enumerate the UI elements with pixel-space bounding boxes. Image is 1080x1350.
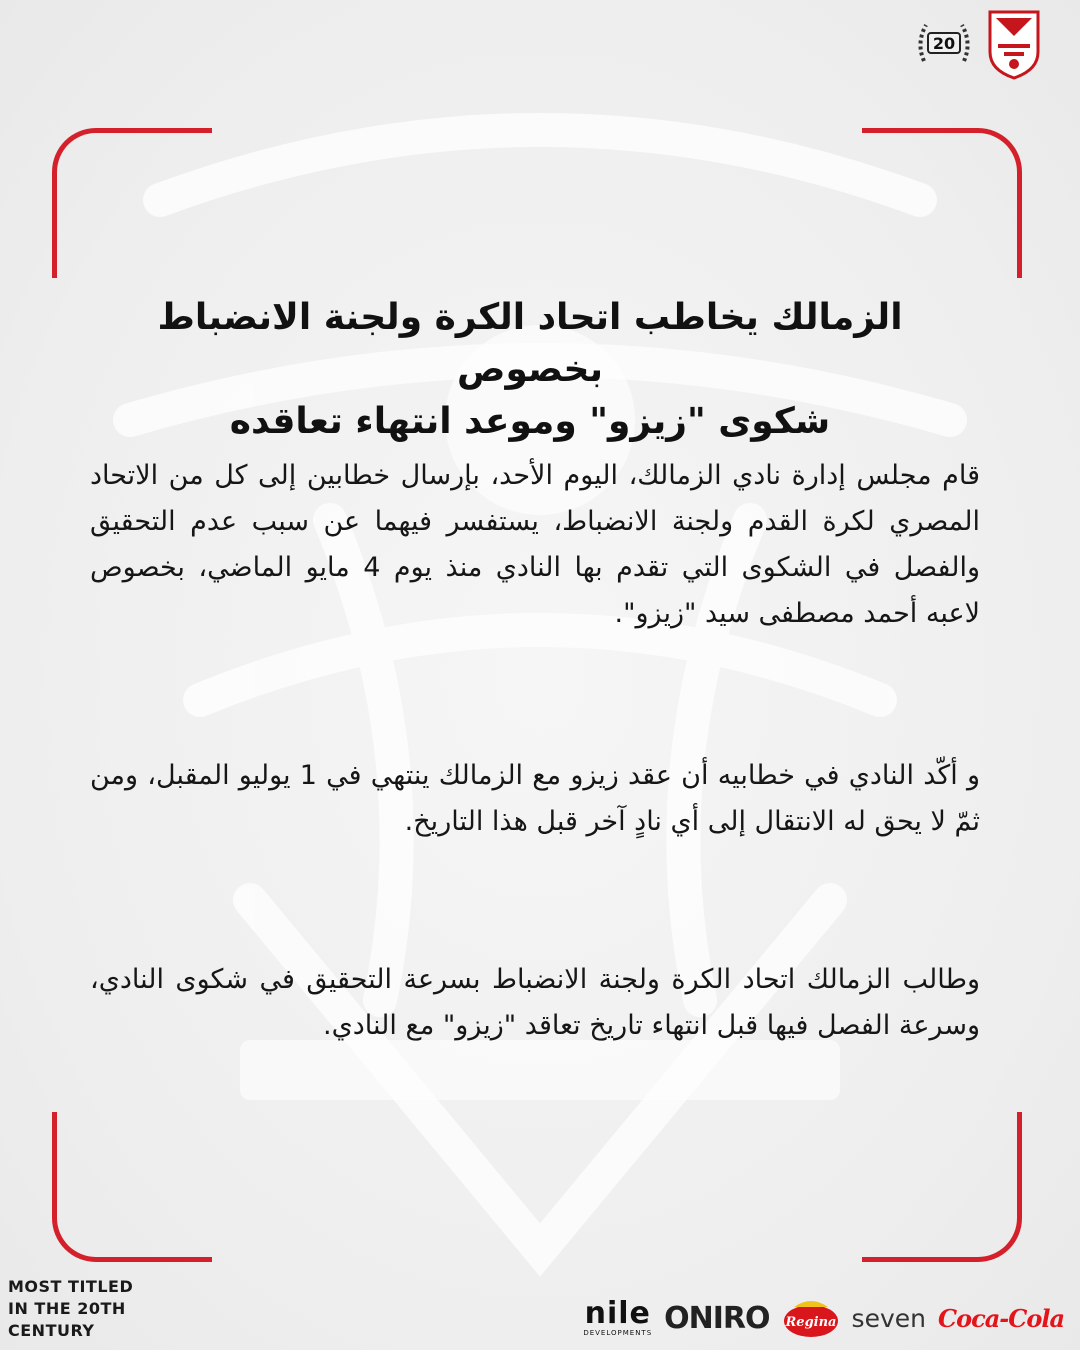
sponsor-oniro-logo: ONIRO (664, 1300, 770, 1336)
slogan-line-3: CENTURY (8, 1321, 95, 1340)
frame-corner-bottom-right (862, 1112, 1022, 1262)
header-logos (912, 6, 1042, 80)
headline-line-2: شكوى "زيزو" وموعد انتهاء تعاقده (229, 401, 831, 442)
zamalek-crest-icon (986, 6, 1042, 80)
paragraph-3: وطالب الزمالك اتحاد الكرة ولجنة الانضباط بسرعة التحقيق في شكوى النادي، وسرعة الفصل فيها قبل انتهاء تاريخ تعاقد "زيزو" مع النادي. (90, 964, 980, 1041)
frame-corner-bottom-left (52, 1112, 212, 1262)
frame-corner-top-right (862, 128, 1022, 278)
paragraph-2: و أكّد النادي في خطابيه أن عقد زيزو مع الزمالك ينتهي في 1 يوليو المقبل، ومن ثمّ لا يحق له الانتقال إلى أي نادٍ آخر قبل هذا التاريخ. (90, 760, 980, 837)
anniversary-number: 20 (932, 34, 956, 53)
sponsor-coca-cola-logo: Coca-Cola (937, 1303, 1064, 1333)
headline-line-1: الزمالك يخاطب اتحاد الكرة ولجنة الانضباط بخصوص (157, 297, 903, 390)
regina-logo-icon (782, 1295, 840, 1341)
sponsor-seven-logo: seven (851, 1303, 926, 1333)
sponsor-nile-sub: DEVELOPMENTS (583, 1329, 653, 1337)
paragraph-1: قام مجلس إدارة نادي الزمالك، اليوم الأحد، بإرسال خطابين إلى كل من الاتحاد المصري لكرة القدم ولجنة الانضباط، يستفسر فيهما عن سبب عدم التحقيق والفصل في الشكوى التي تقدم بها النادي منذ يوم 4 مايو الماضي، بخصوص لاعبه أحمد مصطفى سيد "زيزو". (90, 460, 980, 629)
headline (95, 292, 965, 448)
slogan-line-1: MOST TITLED (8, 1277, 134, 1296)
sponsor-strip (583, 1290, 1064, 1346)
sponsor-regina-name: Regina (785, 1315, 837, 1330)
sponsor-nile-name: nile (584, 1296, 651, 1331)
frame-corner-top-left (52, 128, 212, 278)
slogan-line-2: IN THE 20TH (8, 1299, 126, 1318)
anniversary-20-icon (912, 11, 976, 75)
slogan (8, 1276, 158, 1342)
sponsor-nile-logo (583, 1296, 653, 1337)
